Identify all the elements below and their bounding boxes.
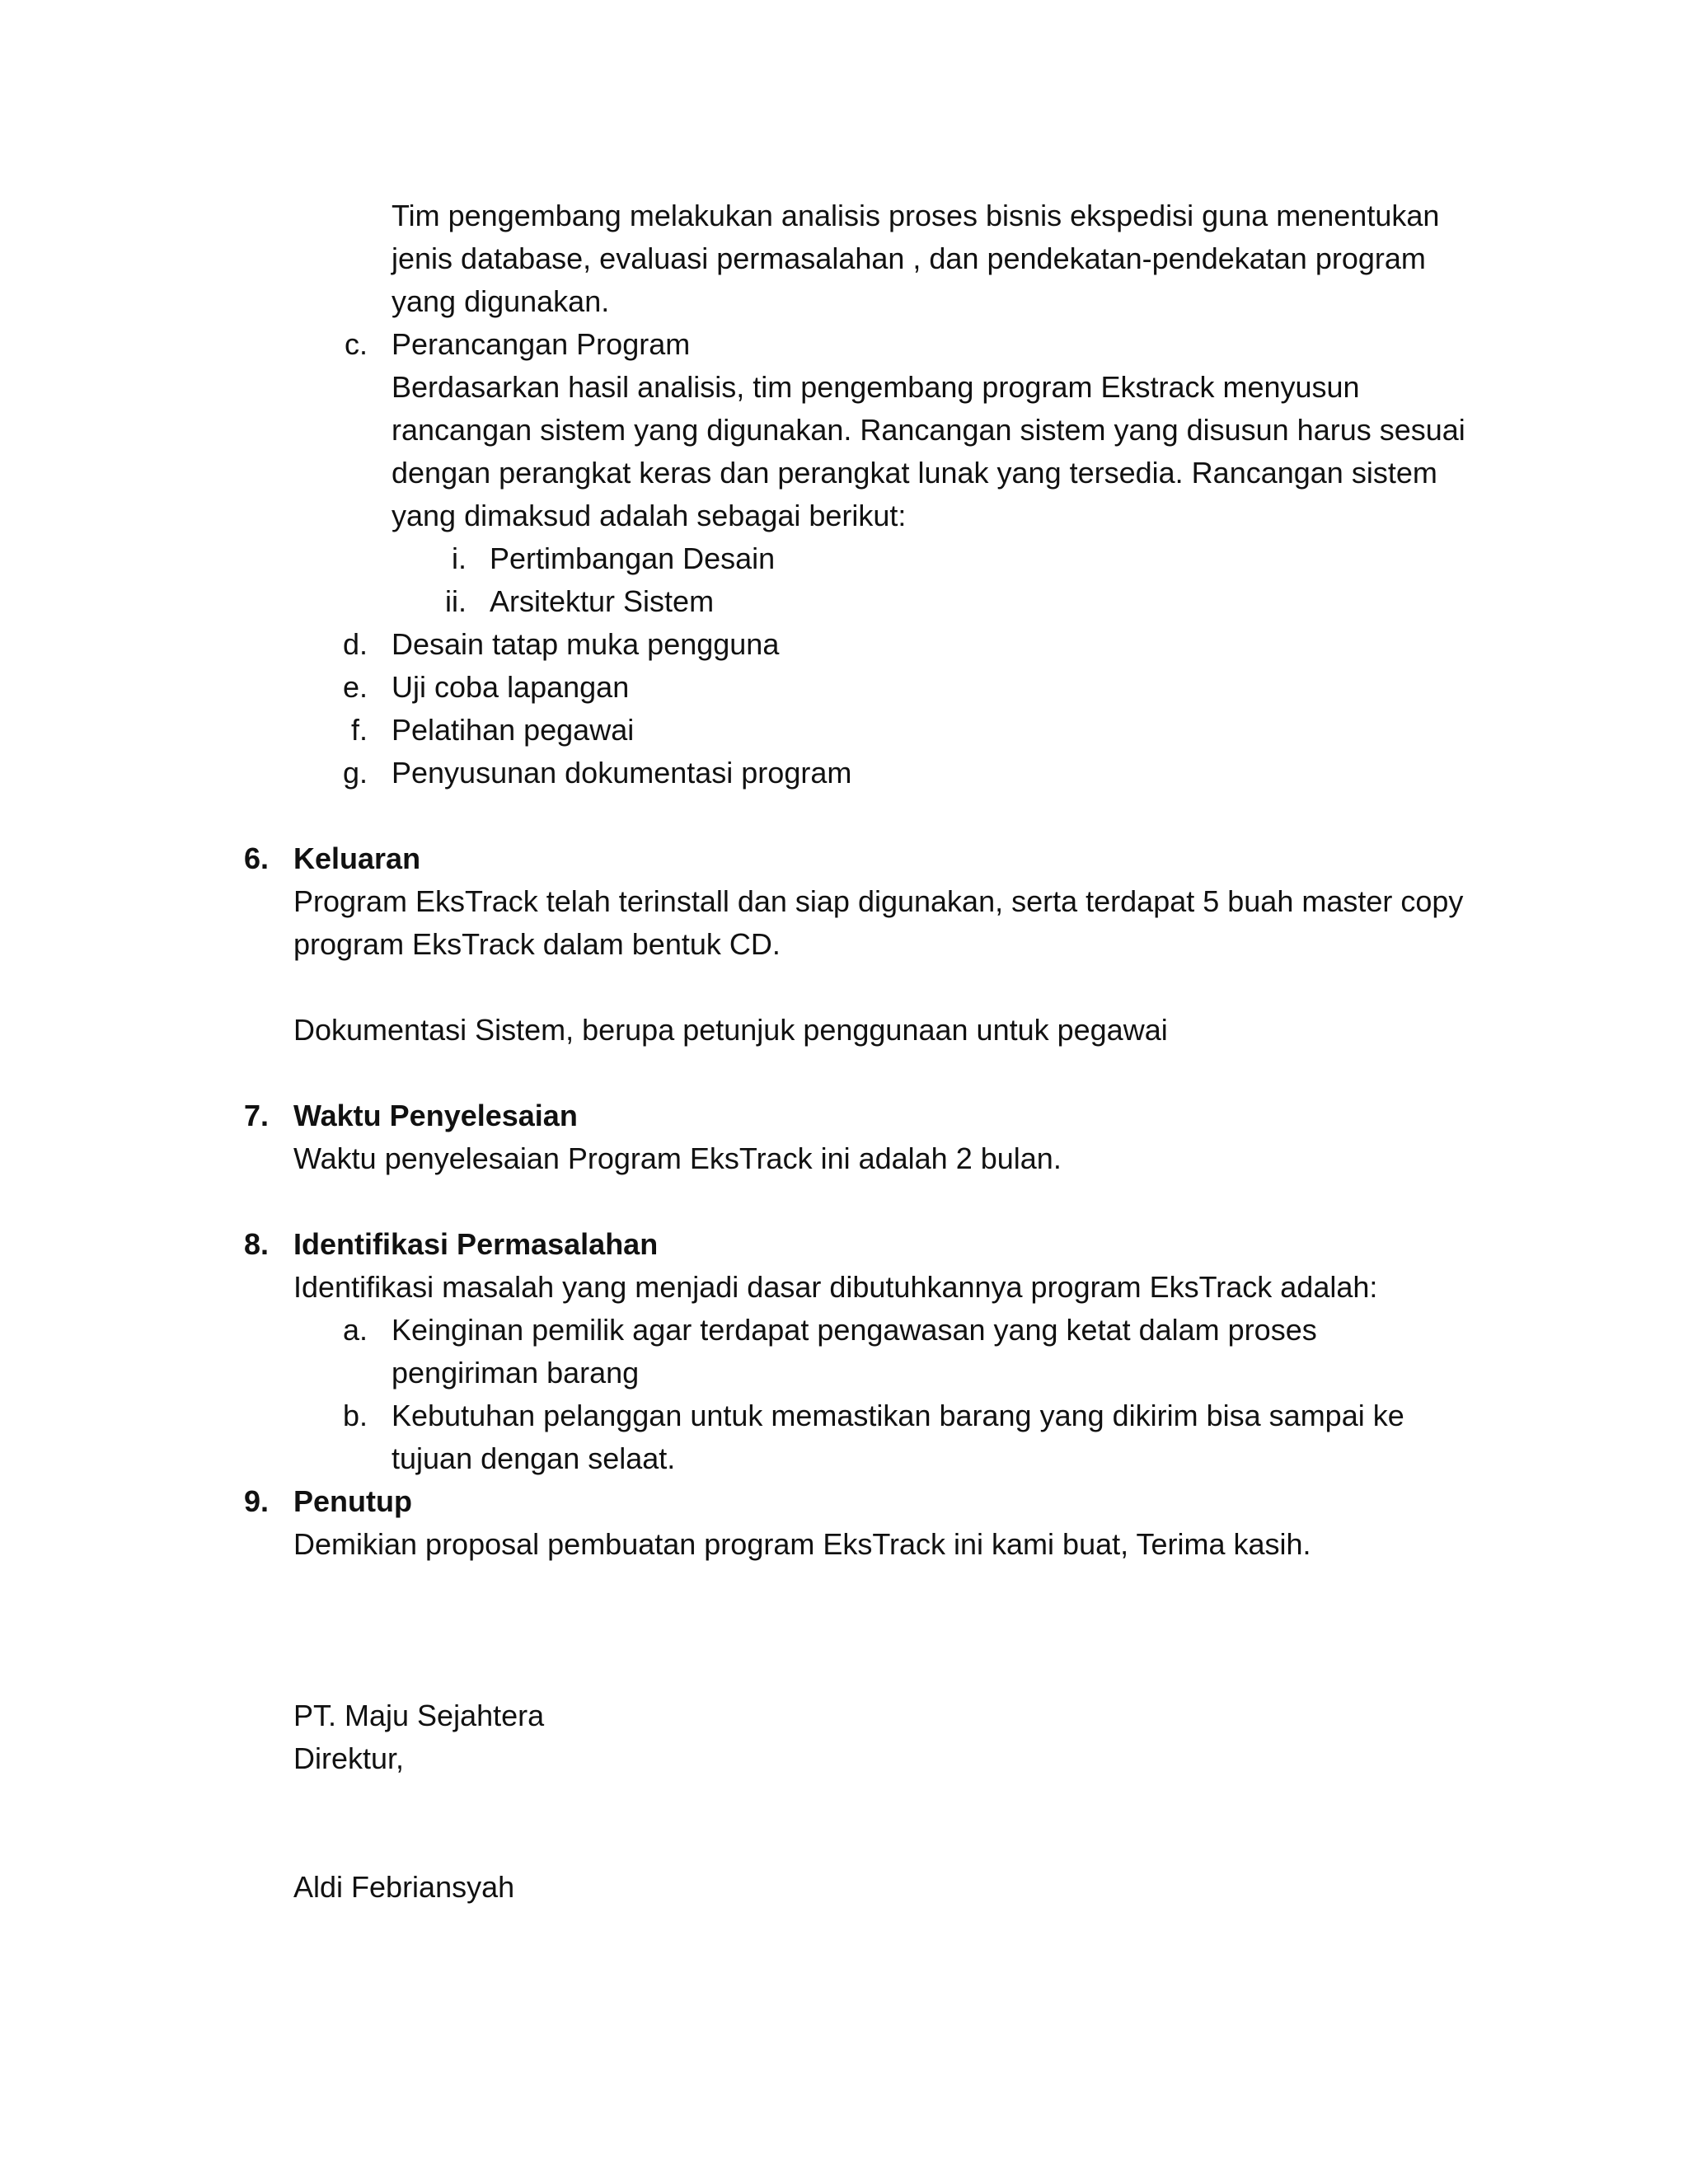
subitem-ii-text: Arsitektur Sistem bbox=[490, 584, 715, 618]
step-c-body-4: yang dimaksud adalah sebagai berikut: bbox=[392, 499, 907, 532]
list-marker-g: g. bbox=[342, 756, 368, 790]
subitem-i-text: Pertimbangan Desain bbox=[490, 541, 776, 575]
intro-line-3: yang digunakan. bbox=[392, 284, 610, 318]
section-9-line-1: Demikian proposal pembuatan program EksTrack ini kami buat, Terima kasih. bbox=[293, 1527, 1311, 1561]
step-c-body-3: dengan perangkat keras dan perangkat lunak yang tersedia. Rancangan sistem bbox=[392, 456, 1437, 490]
section-6-line-1: Program EksTrack telah terinstall dan siap digunakan, serta terdapat 5 buah master copy bbox=[293, 884, 1464, 918]
section-8-line-1: Identifikasi masalah yang menjadi dasar dibutuhkannya program EksTrack adalah: bbox=[293, 1270, 1378, 1304]
section-8-number: 8. bbox=[243, 1227, 269, 1261]
list-marker-f: f. bbox=[350, 713, 368, 747]
step-d-text: Desain tatap muka pengguna bbox=[392, 627, 780, 661]
step-c-title: Perancangan Program bbox=[392, 327, 691, 361]
section-7-heading: Waktu Penyelesaian bbox=[293, 1099, 578, 1132]
list-marker-i: i. bbox=[452, 541, 467, 575]
issue-b-line-2: tujuan dengan selaat. bbox=[392, 1441, 676, 1475]
step-g-text: Penyusunan dokumentasi program bbox=[392, 756, 852, 790]
step-f-text: Pelatihan pegawai bbox=[392, 713, 635, 747]
section-8-heading: Identifikasi Permasalahan bbox=[293, 1227, 659, 1261]
issue-a-line-2: pengiriman barang bbox=[392, 1356, 640, 1390]
list-marker-a: a. bbox=[342, 1313, 368, 1347]
section-9-number: 9. bbox=[243, 1484, 269, 1518]
signature-title: Direktur, bbox=[293, 1741, 405, 1775]
section-6-extra: Dokumentasi Sistem, berupa petunjuk penggunaan untuk pegawai bbox=[293, 1013, 1168, 1047]
section-7-line-1: Waktu penyelesaian Program EksTrack ini adalah 2 bulan. bbox=[293, 1141, 1062, 1175]
step-c-body-2: rancangan sistem yang digunakan. Rancangan sistem yang disusun harus sesuai bbox=[392, 413, 1465, 447]
list-marker-e: e. bbox=[342, 670, 368, 704]
signature-name: Aldi Febriansyah bbox=[293, 1870, 515, 1904]
list-marker-b: b. bbox=[342, 1399, 368, 1432]
section-7-number: 7. bbox=[243, 1099, 269, 1132]
list-marker-d: d. bbox=[342, 627, 368, 661]
step-e-text: Uji coba lapangan bbox=[392, 670, 630, 704]
intro-line-1: Tim pengembang melakukan analisis proses bisnis ekspedisi guna menentukan bbox=[392, 199, 1440, 232]
section-6-heading: Keluaran bbox=[293, 841, 421, 875]
signature-company: PT. Maju Sejahtera bbox=[293, 1699, 545, 1732]
step-c-body-1: Berdasarkan hasil analisis, tim pengembang program Ekstrack menyusun bbox=[392, 370, 1360, 404]
issue-a-line-1: Keinginan pemilik agar terdapat pengawasan yang ketat dalam proses bbox=[392, 1313, 1317, 1347]
list-marker-c: c. bbox=[344, 327, 368, 361]
list-marker-ii: ii. bbox=[445, 584, 467, 618]
issue-b-line-1: Kebutuhan pelanggan untuk memastikan barang yang dikirim bisa sampai ke bbox=[392, 1399, 1404, 1432]
section-6-number: 6. bbox=[243, 841, 269, 875]
section-9-heading: Penutup bbox=[293, 1484, 412, 1518]
section-6-line-2: program EksTrack dalam bentuk CD. bbox=[293, 927, 781, 961]
intro-line-2: jenis database, evaluasi permasalahan , dan pendekatan-pendekatan program bbox=[392, 241, 1426, 275]
